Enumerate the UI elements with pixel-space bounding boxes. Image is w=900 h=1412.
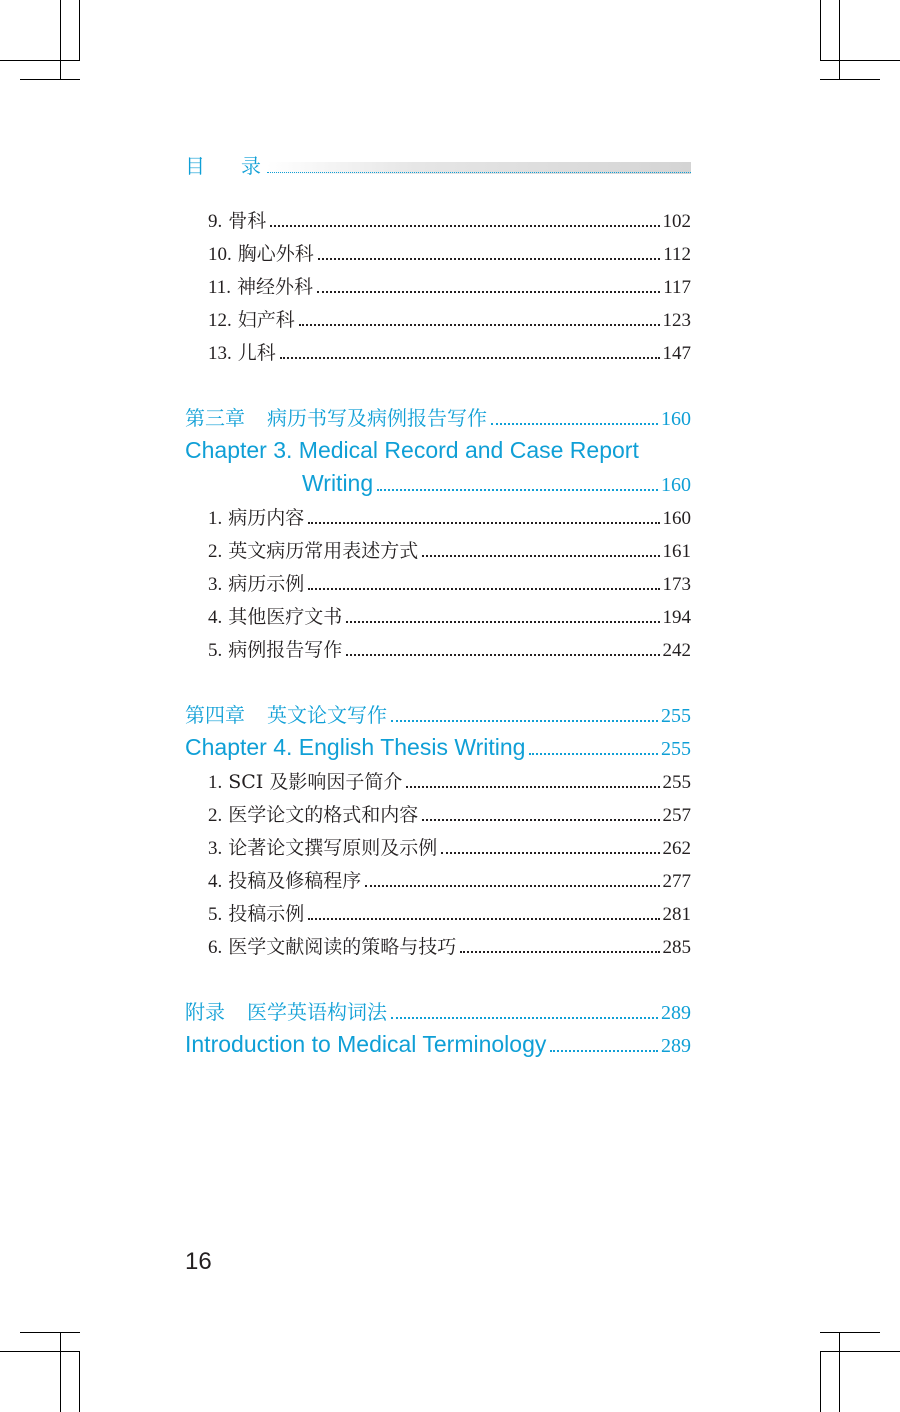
dot-leader (308, 522, 659, 524)
dot-leader (391, 720, 658, 722)
toc-heading-char: 目 (185, 154, 205, 178)
dot-leader (391, 1017, 658, 1019)
toc-heading (185, 150, 261, 179)
entry-title: 骨科 (228, 210, 267, 232)
toc-chapter-3-en-line1[interactable]: Chapter 3. Medical Record and Case Report (185, 437, 639, 463)
entry-page: 242 (662, 640, 691, 661)
entry-number: 2. (208, 541, 223, 562)
toc-entry[interactable] (208, 533, 691, 563)
toc-entry[interactable] (208, 632, 691, 662)
entry-page: 173 (662, 574, 691, 595)
entry-number: 4. (208, 607, 223, 628)
entry-number: 1. (208, 508, 223, 529)
toc-appendix-cn[interactable] (185, 995, 691, 1025)
chapter-title: 病历书写及病例报告写作 (267, 406, 487, 430)
dot-leader (365, 885, 659, 887)
entry-number: 6. (208, 937, 223, 958)
crop-mark (60, 0, 61, 80)
entry-number: 2. (208, 805, 223, 826)
crop-mark (820, 0, 821, 60)
entry-title: 投稿示例 (228, 903, 305, 925)
toc-entry[interactable] (208, 302, 691, 332)
entry-number: 13. (208, 343, 232, 364)
crop-mark (0, 1351, 80, 1352)
page-number: 16 (185, 1248, 212, 1275)
toc-appendix-en[interactable] (185, 1028, 691, 1058)
dot-leader (318, 258, 660, 260)
chapter-title-en: Writing (302, 470, 374, 496)
chapter-page: 160 (661, 408, 691, 430)
entry-number: 9. (208, 211, 223, 232)
toc-entry[interactable] (208, 863, 691, 893)
dot-leader (422, 555, 659, 557)
entry-page: 194 (662, 607, 691, 628)
dot-leader (346, 621, 659, 623)
crop-mark (20, 79, 80, 80)
crop-mark (839, 1332, 840, 1412)
toc-entry[interactable] (208, 599, 691, 629)
chapter-title-en: Chapter 4. English Thesis Writing (185, 734, 526, 760)
toc-entry[interactable] (208, 830, 691, 860)
dot-leader (529, 753, 658, 755)
entry-number: 5. (208, 904, 223, 925)
dot-leader (317, 291, 660, 293)
entry-number: 12. (208, 310, 232, 331)
entry-page: 277 (662, 871, 691, 892)
entry-page: 160 (662, 508, 691, 529)
entry-title: 论著论文撰写原则及示例 (228, 837, 438, 859)
crop-mark (820, 79, 880, 80)
dot-leader (550, 1050, 658, 1052)
entry-title: 病历内容 (228, 507, 305, 529)
dot-leader (270, 225, 659, 227)
toc-entry[interactable] (208, 566, 691, 596)
entry-title: 儿科 (237, 342, 276, 364)
toc-chapter-3-cn[interactable] (185, 401, 691, 431)
entry-number: 11. (208, 277, 232, 298)
chapter-page: 160 (661, 474, 691, 496)
crop-mark (0, 60, 80, 61)
chapter-number: 第三章 (185, 406, 245, 430)
crop-mark (820, 1352, 821, 1412)
entry-title: 胸心外科 (237, 243, 314, 265)
toc-entry[interactable] (208, 929, 691, 959)
entry-number: 3. (208, 574, 223, 595)
toc-entry[interactable] (208, 896, 691, 926)
dot-leader (308, 588, 659, 590)
entry-title: 神经外科 (237, 276, 314, 298)
entry-page: 262 (662, 838, 691, 859)
entry-page: 123 (662, 310, 691, 331)
dot-leader (491, 423, 658, 425)
dot-leader (460, 951, 659, 953)
entry-page: 102 (662, 211, 691, 232)
entry-number: 3. (208, 838, 223, 859)
toc-entry[interactable] (208, 500, 691, 530)
crop-mark (79, 0, 80, 60)
toc-chapter-3-en-line2[interactable] (302, 467, 691, 497)
entry-page: 112 (663, 244, 691, 265)
dot-leader (422, 819, 659, 821)
header-dotted-rule (267, 172, 691, 173)
dot-leader (377, 489, 658, 491)
crop-mark (820, 60, 900, 61)
crop-mark (79, 1352, 80, 1412)
toc-entry[interactable] (208, 335, 691, 365)
entry-number: 4. (208, 871, 223, 892)
entry-number: 5. (208, 640, 223, 661)
entry-page: 281 (662, 904, 691, 925)
entry-page: 255 (662, 772, 691, 793)
entry-title: 病历示例 (228, 573, 305, 595)
chapter-number: 附录 (185, 1000, 225, 1024)
toc-entry[interactable] (208, 764, 691, 794)
entry-title: 妇产科 (237, 309, 295, 331)
toc-heading-char: 录 (241, 154, 261, 178)
entry-number: 1. (208, 772, 223, 793)
dot-leader (280, 357, 660, 359)
chapter-page: 255 (661, 738, 691, 760)
chapter-title: 医学英语构词法 (247, 1000, 387, 1024)
dot-leader (299, 324, 660, 326)
chapter-title: 英文论文写作 (267, 703, 387, 727)
toc-entry[interactable] (208, 203, 691, 233)
chapter-page: 289 (661, 1035, 691, 1057)
dot-leader (406, 786, 659, 788)
toc-chapter-4-en[interactable] (185, 731, 691, 761)
entry-title: 其他医疗文书 (228, 606, 343, 628)
entry-number: 10. (208, 244, 232, 265)
entry-title: SCI 及影响因子简介 (228, 771, 403, 793)
entry-title: 投稿及修稿程序 (228, 870, 362, 892)
toc-header (185, 150, 691, 180)
toc-entry[interactable] (208, 797, 691, 827)
entry-title: 英文病历常用表述方式 (228, 540, 419, 562)
entry-page: 117 (663, 277, 691, 298)
entry-page: 147 (662, 343, 691, 364)
crop-mark (820, 1332, 880, 1333)
crop-mark (820, 1351, 900, 1352)
dot-leader (441, 852, 659, 854)
entry-page: 285 (662, 937, 691, 958)
chapter-page: 289 (661, 1002, 691, 1024)
entry-title: 病例报告写作 (228, 639, 343, 661)
crop-mark (60, 1332, 61, 1412)
entry-title: 医学论文的格式和内容 (228, 804, 419, 826)
toc-entry[interactable] (208, 269, 691, 299)
entry-page: 161 (662, 541, 691, 562)
dot-leader (308, 918, 659, 920)
chapter-number: 第四章 (185, 703, 245, 727)
toc-entry[interactable] (208, 236, 691, 266)
chapter-title-en: Introduction to Medical Terminology (185, 1031, 547, 1057)
crop-mark (839, 0, 840, 80)
toc-chapter-4-cn[interactable] (185, 698, 691, 728)
entry-page: 257 (662, 805, 691, 826)
dot-leader (346, 654, 659, 656)
entry-title: 医学文献阅读的策略与技巧 (228, 936, 457, 958)
chapter-page: 255 (661, 705, 691, 727)
crop-mark (20, 1332, 80, 1333)
